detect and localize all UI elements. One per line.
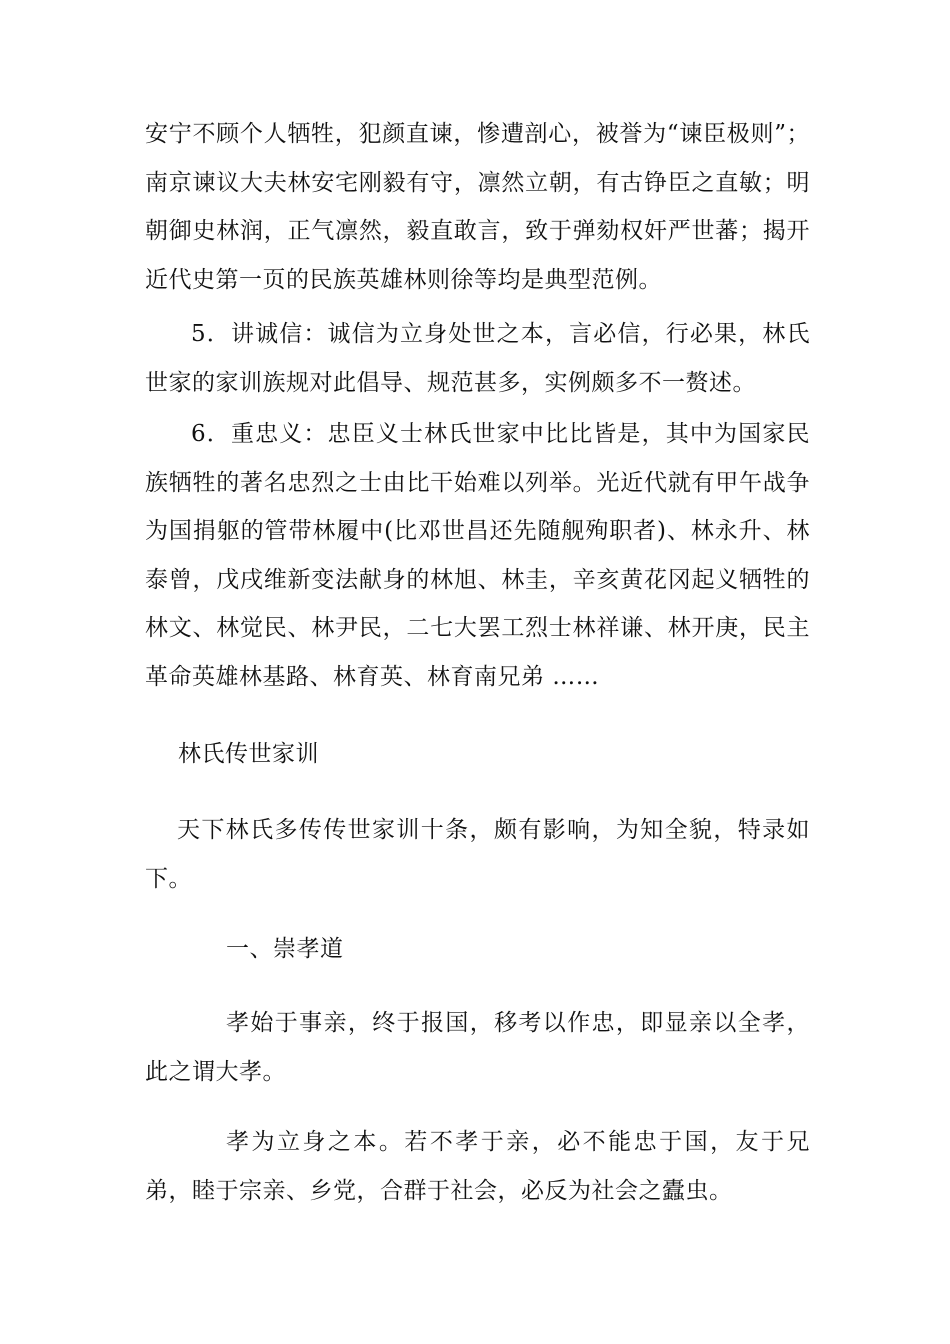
paragraph-intro: 天下林氏多传传世家训十条，颇有影响，为知全貌，特录如下。: [145, 817, 810, 892]
paragraph-filial-1: 孝始于事亲，终于报国，移考以作忠，即显亲以全孝，此之谓大孝。: [145, 1010, 810, 1085]
subsection-title: 一、崇孝道: [226, 936, 344, 962]
paragraph-filial-2: 孝为立身之本。若不孝于亲，必不能忠于国，友于兄弟，睦于宗亲、乡党，合群于社会，必反为社会之蠹虫。: [145, 1129, 810, 1204]
section-title: 林氏传世家训: [178, 741, 319, 767]
paragraph-item-5: 5．讲诚信：诚信为立身处世之本，言必信，行必果，林氏世家的家训族规对此倡导、规范甚多，实例颇多不一赘述。: [145, 321, 810, 396]
paragraph-item-6: 6．重忠义：忠臣义士林氏世家中比比皆是，其中为国家民族牺牲的著名忠烈之士由比干始难以列举。光近代就有甲午战争为国捐躯的管带林履中(比邓世昌还先随舰殉职者)、林永升、林泰曾，戊戌维新变法献身的林旭、林圭，辛亥黄花冈起义牺牲的林文、林觉民、林尹民，二七大罢工烈士林祥谦、林开庚，民主革命英雄林基路、林育英、林育南兄弟 ……: [145, 421, 810, 690]
paragraph-continuation: 安宁不顾个人牺牲，犯颜直谏，惨遭剖心，被誉为“谏臣极则”；南京谏议大夫林安宅刚毅有守，凛然立朝，有古铮臣之直敏；明朝御史林润，正气凛然，毅直敢言，致于弹劾权奸严世蕃；揭开近代史第一页的民族英雄林则徐等均是典型范例。: [145, 121, 810, 293]
